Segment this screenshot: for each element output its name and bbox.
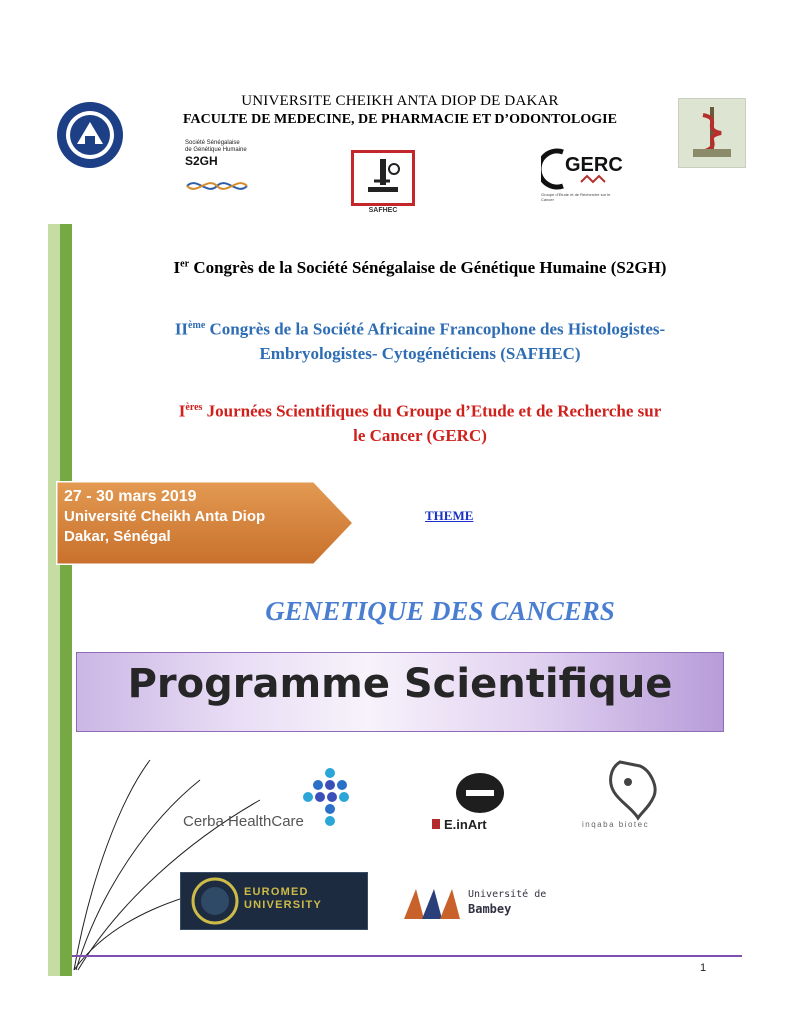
title-line1: Congrès de la Société Africaine Francophone des Histologistes- [205, 319, 666, 339]
sponsor-bambey [468, 888, 546, 916]
university-name: UNIVERSITE CHEIKH ANTA DIOP DE DAKAR [241, 93, 559, 109]
congress-s2gh-title [80, 258, 760, 278]
title-line2: Embryologistes- Cytogénéticiens (SAFHEC) [259, 343, 581, 363]
title-text: Congrès de la Société Sénégalaise de Génétique Humaine (S2GH) [189, 258, 667, 277]
ordinal: II [174, 319, 189, 339]
cerba-cross-icon [300, 765, 360, 830]
caduceus-icon [679, 99, 745, 167]
euromed-line1: EUROMED [244, 886, 309, 898]
title-line2: le Cancer (GERC) [353, 425, 487, 445]
bambey-line2: Bambey [468, 902, 512, 916]
euromed-seal-icon [187, 873, 243, 929]
euromed-line2: UNIVERSITY [244, 899, 323, 911]
theme-link[interactable]: THEME [425, 508, 474, 523]
theme-title: GENETIQUE DES CANCERS [265, 596, 615, 626]
faculty-name: FACULTE DE MEDECINE, DE PHARMACIE ET D’ODONTOLOGIE [183, 112, 617, 127]
dna-helix-icon [185, 176, 251, 196]
programme-title: Programme Scientifique [127, 661, 673, 707]
congress-gerc-title [80, 396, 760, 448]
ordinal: I [173, 258, 181, 277]
bambey-logo-icon [400, 883, 462, 923]
microscope-icon [354, 153, 412, 203]
ordinal-suffix: ères [185, 402, 203, 413]
ordinal-suffix: ème [188, 320, 206, 331]
sponsor-cerba: Cerba HealthCare [183, 813, 304, 830]
gerc-logo [541, 146, 623, 202]
event-venue: Université Cheikh Anta Diop [64, 508, 266, 525]
sponsor-enart: E.inArt [444, 817, 487, 832]
footer-divider [72, 955, 742, 957]
sponsor-biotech: inqaba biotec [582, 820, 650, 829]
sponsor-euromed [244, 886, 322, 912]
ucad-seal-logo [55, 100, 125, 170]
decor-swoosh-lines [60, 720, 280, 975]
bambey-line1: Université de [468, 889, 547, 900]
gerc-name: GERC [565, 154, 623, 176]
event-info [64, 487, 265, 547]
safhec-caption: SAFHEC [368, 207, 398, 214]
event-dates: 27 - 30 mars 2019 [64, 488, 197, 505]
s2gh-name: S2GH [185, 154, 218, 168]
page-number: 1 [700, 962, 707, 974]
ordinal-suffix: er [180, 258, 190, 270]
safhec-logo [351, 150, 415, 206]
congress-safhec-title [80, 314, 760, 366]
ordinal: I [178, 401, 186, 421]
faculty-medicine-logo [678, 98, 746, 168]
event-city: Dakar, Sénégal [64, 528, 171, 545]
gerc-caption: Groupe d’Etude et de Recherche sur le Cancer [541, 192, 611, 202]
title-line1: Journées Scientifiques du Groupe d’Etude et de Recherche sur [202, 401, 662, 421]
s2gh-caption: Société Sénégalaise de Génétique Humaine [185, 140, 247, 153]
s2gh-logo [185, 140, 255, 195]
